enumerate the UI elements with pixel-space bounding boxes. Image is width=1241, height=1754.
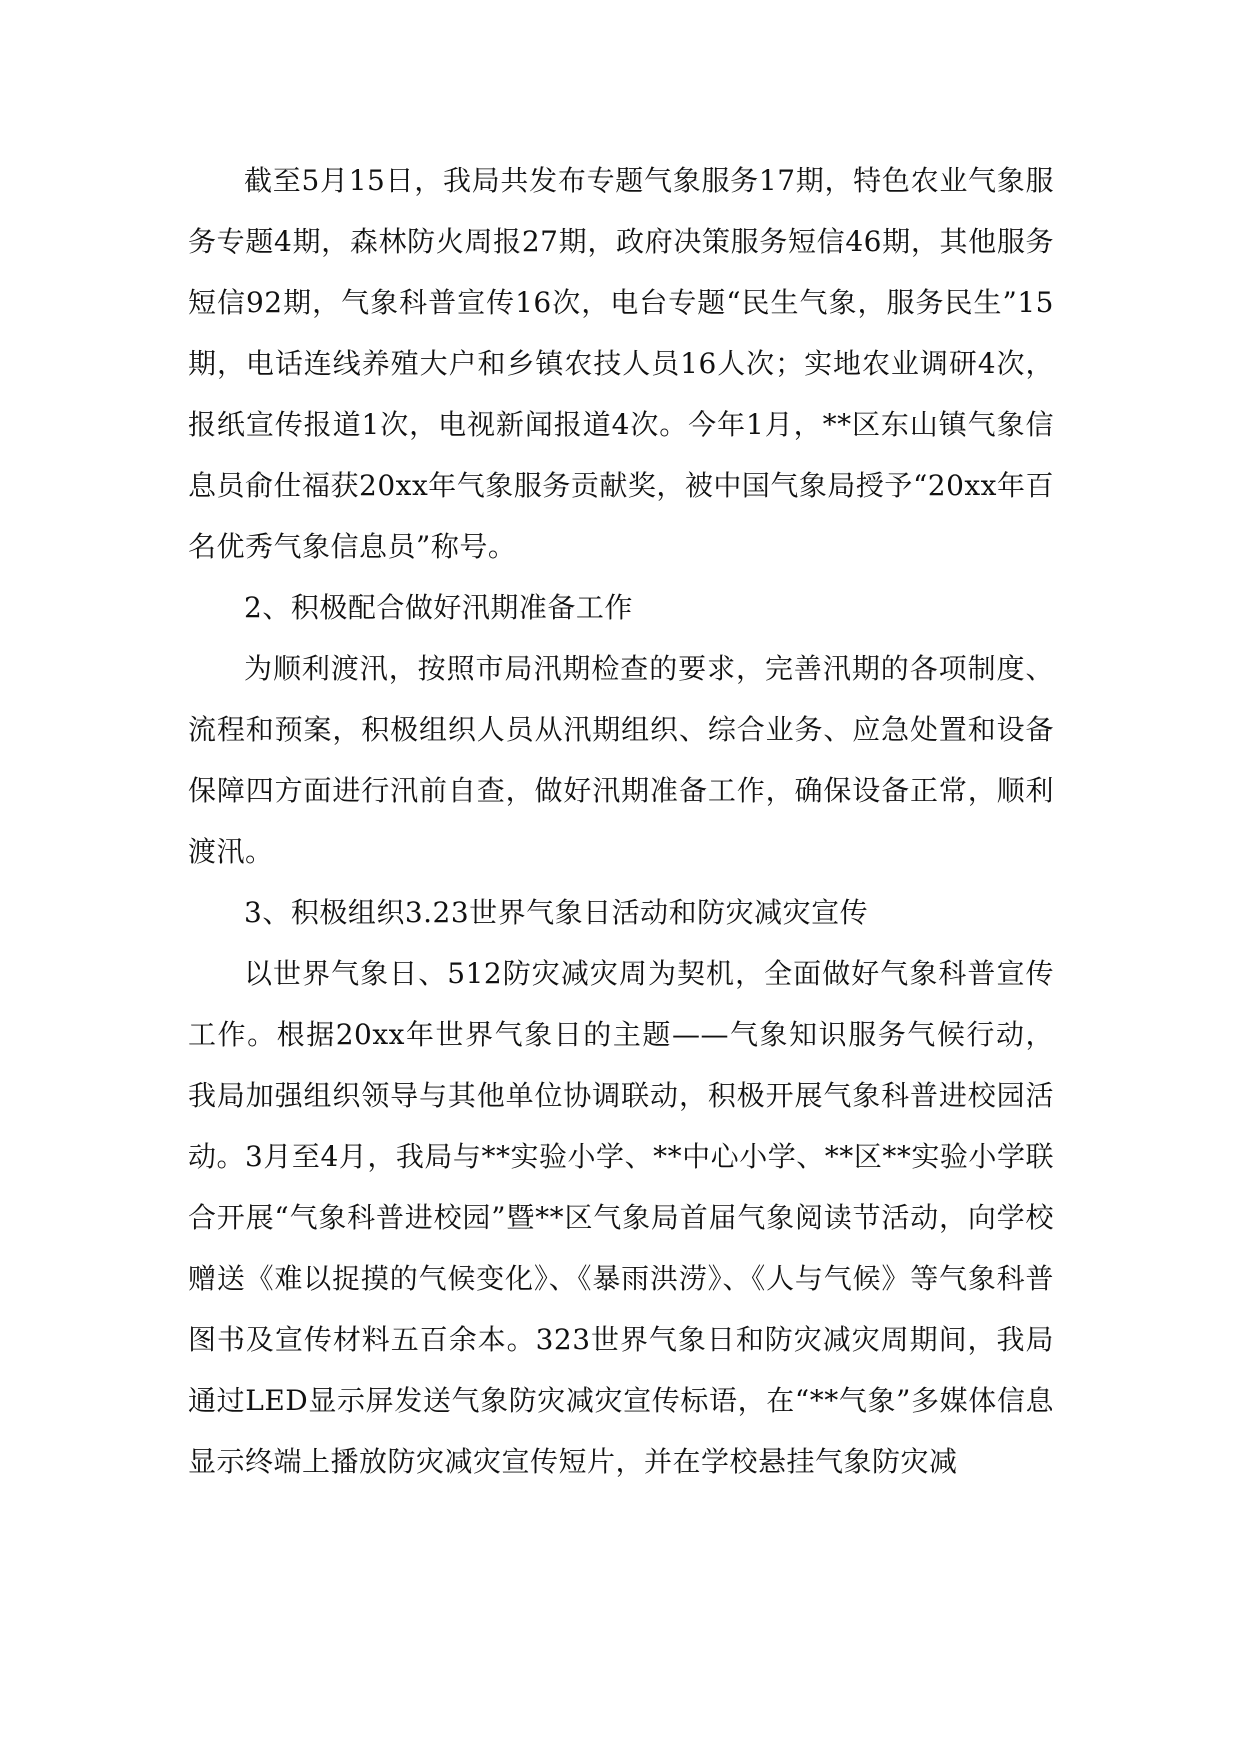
paragraph-service-statistics: 截至5月15日，我局共发布专题气象服务17期，特色农业气象服务专题4期，森林防火周报27期，政府决策服务短信46期，其他服务短信92期，气象科普宣传16次，电台专题“民生气象，服务民生”15期，电话连线养殖大户和乡镇农技人员16人次；实地农业调研4次，报纸宣传报道1次，电视新闻报道4次。今年1月，**区东山镇气象信息员俞仕福获20xx年气象服务贡献奖，被中国气象局授予“20xx年百名优秀气象信息员”称号。 bbox=[188, 164, 1054, 563]
paragraph-flood-preparation: 为顺利渡汛，按照市局汛期检查的要求，完善汛期的各项制度、流程和预案，积极组织人员从汛期组织、综合业务、应急处置和设备保障四方面进行汛前自查，做好汛期准备工作，确保设备正常，顺利渡汛。 bbox=[188, 652, 1054, 868]
section-heading-flood-preparation: 2、积极配合做好汛期准备工作 bbox=[244, 591, 633, 624]
section-heading-meteorological-day: 3、积极组织3.23世界气象日活动和防灾减灾宣传 bbox=[244, 896, 869, 929]
paragraph-meteorological-day: 以世界气象日、512防灾减灾周为契机，全面做好气象科普宣传工作。根据20xx年世界气象日的主题——气象知识服务气候行动，我局加强组织领导与其他单位协调联动，积极开展气象科普进校园活动。3月至4月，我局与**实验小学、**中心小学、**区**实验小学联合开展“气象科普进校园”暨**区气象局首届气象阅读节活动，向学校赠送《难以捉摸的气候变化》、《暴雨洪涝》、《人与气候》等气象科普图书及宣传材料五百余本。323世界气象日和防灾减灾周期间，我局通过LED显示屏发送气象防灾减灾宣传标语，在“**气象”多媒体信息显示终端上播放防灾减灾宣传短片，并在学校悬挂气象防灾减 bbox=[188, 957, 1054, 1478]
document-body bbox=[188, 150, 1054, 1492]
